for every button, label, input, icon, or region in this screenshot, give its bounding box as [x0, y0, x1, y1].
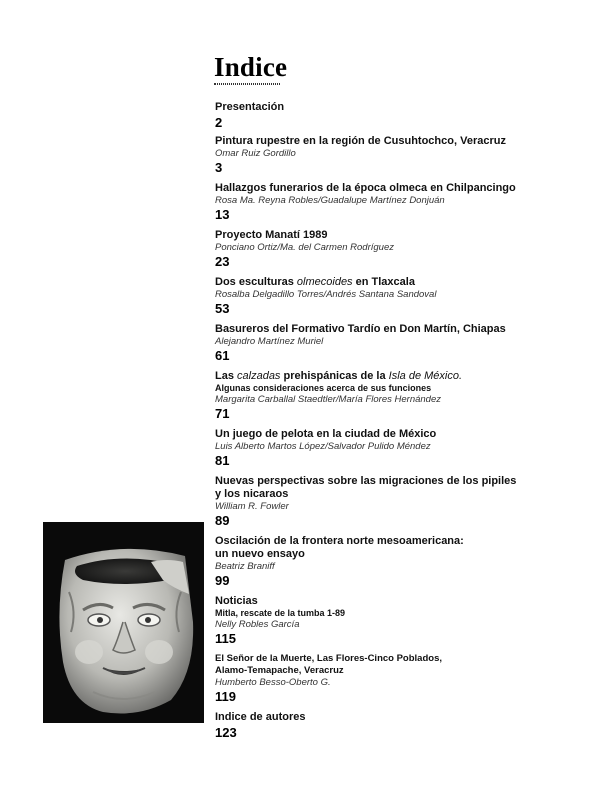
table-of-contents: [215, 101, 595, 747]
entry-title: Indice de autores: [215, 711, 306, 723]
entry-title: Nuevas perspectivas sobre las migraciones de los pipiles: [215, 475, 517, 487]
entry-page: 99: [215, 573, 230, 588]
entry-page: 53: [215, 301, 230, 316]
toc-entry-basureros[interactable]: [215, 323, 595, 363]
toc-entry-calzadas[interactable]: [215, 370, 595, 421]
entry-author: Rosa Ma. Reyna Robles/Guadalupe Martínez Donjuán: [215, 195, 445, 206]
toc-entry-indice-de-autores[interactable]: [215, 711, 595, 740]
entry-author: Luis Alberto Martos López/Salvador Pulido Méndez: [215, 441, 431, 452]
toc-entry-juego-de-pelota[interactable]: [215, 428, 595, 468]
entry-author: Nelly Robles García: [215, 619, 300, 630]
entry-title: Pintura rupestre en la región de Cusuhtochco, Veracruz: [215, 135, 506, 147]
entry-title: [215, 276, 595, 289]
entry-title: El Señor de la Muerte, Las Flores-Cinco Poblados,: [215, 653, 442, 664]
entry-page: 61: [215, 348, 230, 363]
entry-title: Hallazgos funerarios de la época olmeca en Chilpancingo: [215, 182, 516, 194]
entry-author: Humberto Besso-Oberto G.: [215, 677, 331, 688]
entry-page: 123: [215, 725, 237, 740]
entry-title-part: Dos esculturas: [215, 276, 297, 288]
title-underline: [214, 83, 280, 85]
entry-title-part: Las: [215, 370, 238, 382]
entry-page: 89: [215, 513, 230, 528]
page-title: Indice: [214, 52, 288, 82]
entry-author: William R. Fowler: [215, 501, 289, 512]
entry-page: 115: [215, 631, 236, 646]
entry-subtitle: Algunas consideraciones acerca de sus funciones: [215, 383, 432, 393]
entry-author: Alejandro Martínez Muriel: [215, 336, 324, 347]
entry-page: 3: [215, 160, 223, 175]
entry-title-part: en Tlaxcala: [352, 276, 415, 288]
entry-title: Presentación: [215, 101, 285, 113]
toc-entry-noticias[interactable]: [215, 595, 595, 646]
entry-title: Un juego de pelota en la ciudad de México: [215, 428, 437, 440]
toc-entry-dos-esculturas[interactable]: [215, 276, 595, 316]
entry-subtitle: Mitla, rescate de la tumba 1-89: [215, 608, 346, 618]
entry-title-part: prehispánicas de la: [280, 370, 389, 382]
toc-entry-pintura-rupestre[interactable]: [215, 135, 595, 175]
carved-face-vessel-image: [43, 522, 204, 723]
entry-title: Proyecto Manatí 1989: [215, 229, 328, 241]
entry-title: Noticias: [215, 595, 258, 607]
entry-title-line2: un nuevo ensayo: [215, 548, 305, 560]
entry-author: Beatriz Braniff: [215, 561, 275, 572]
entry-title-line2: y los nicaraos: [215, 488, 289, 500]
toc-entry-proyecto-manati[interactable]: [215, 229, 595, 269]
entry-page: 119: [215, 689, 236, 704]
toc-entry-oscilacion[interactable]: [215, 535, 595, 588]
entry-page: 23: [215, 254, 230, 269]
entry-page: 81: [215, 453, 230, 468]
entry-page: 71: [215, 406, 230, 421]
toc-entry-senor-de-la-muerte[interactable]: [215, 653, 595, 704]
entry-title: Basureros del Formativo Tardío en Don Martín, Chiapas: [215, 323, 506, 335]
entry-author: Margarita Carballal Staedtler/María Flores Hernández: [215, 394, 441, 405]
entry-title: Oscilación de la frontera norte mesoamericana:: [215, 535, 464, 547]
olmec-vessel-photo: [43, 522, 204, 723]
entry-title: [215, 370, 595, 383]
entry-author: Omar Ruiz Gordillo: [215, 148, 296, 159]
entry-author: Rosalba Delgadillo Torres/Andrés Santana Sandoval: [215, 289, 437, 300]
entry-page: 13: [215, 207, 230, 222]
toc-entry-migraciones[interactable]: [215, 475, 595, 528]
entry-title-italic: olmecoides: [296, 276, 353, 288]
entry-author: Ponciano Ortiz/Ma. del Carmen Rodríguez: [215, 242, 394, 253]
toc-entry-hallazgos-funerarios[interactable]: [215, 182, 595, 222]
entry-title-italic: Isla de México.: [388, 370, 463, 382]
entry-title-line2: Alamo-Temapache, Veracruz: [215, 665, 344, 676]
entry-page: 2: [215, 115, 223, 130]
toc-entry-presentacion[interactable]: [215, 101, 595, 130]
entry-title-italic: calzadas: [237, 370, 281, 382]
